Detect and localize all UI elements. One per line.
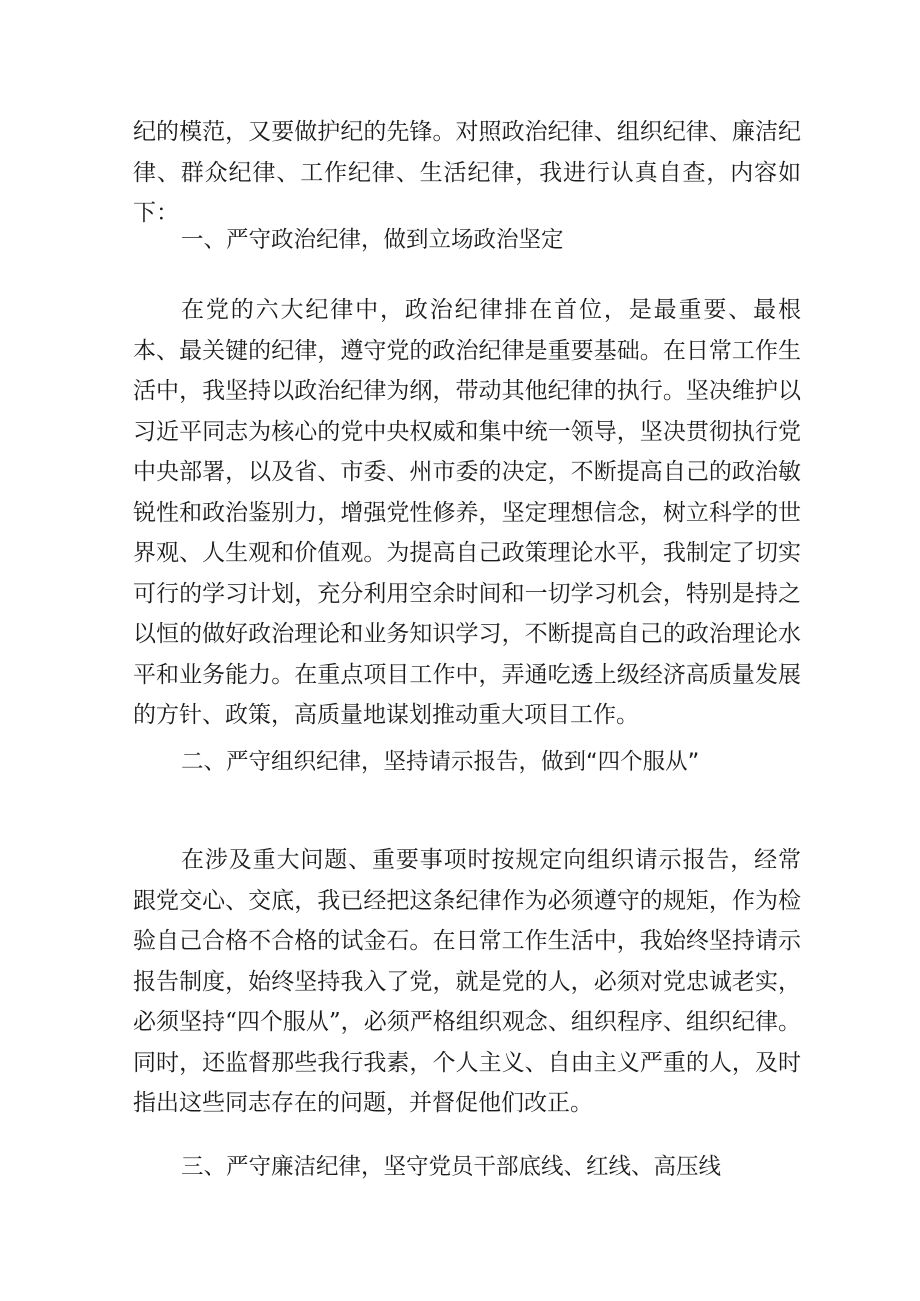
section-1-body-block — [133, 290, 801, 736]
section-heading-2: 二、严守组织纪律，坚持请示报告，做到“四个服从” — [181, 749, 700, 775]
section-2-body-block — [133, 840, 801, 1124]
intro-paragraph: 纪的模范，又要做护纪的先锋。对照政治纪律、组织纪律、廉洁纪律、群众纪律、工作纪律、生活纪律，我进行认真自查，内容如下： — [133, 119, 801, 226]
section-heading-3: 三、严守廉洁纪律，坚守党员干部底线、红线、高压线 — [181, 1154, 722, 1180]
section-2-body: 在涉及重大问题、重要事项时按规定向组织请示报告，经常跟党交心、交底，我已经把这条纪律作为必须遵守的规矩，作为检验自己合格不合格的试金石。在日常工作生活中，我始终坚持请示报告制度，始终坚持我入了党，就是党的人，必须对党忠诚老实，必须坚持“四个服从”，必须严格组织观念、组织程序、组织纪律。同时，还监督那些我行我素，个人主义、自由主义严重的人，及时指出这些同志存在的问题，并督促他们改正。 — [133, 847, 801, 1116]
intro-paragraph-block — [133, 112, 801, 234]
section-heading-1: 一、严守政治纪律，做到立场政治坚定 — [181, 227, 564, 253]
section-1-body: 在党的六大纪律中，政治纪律排在首位，是最重要、最根本、最关键的纪律，遵守党的政治纪律是重要基础。在日常工作生活中，我坚持以政治纪律为纲，带动其他纪律的执行。坚决维护以习近平同志为核心的党中央权威和集中统一领导，坚决贯彻执行党中央部署，以及省、市委、州市委的决定，不断提高自己的政治敏锐性和政治鉴别力，增强党性修养，坚定理想信念，树立科学的世界观、人生观和价值观。为提高自己政策理论水平，我制定了切实可行的学习计划，充分利用空余时间和一切学习机会，特别是持之以恒的做好政治理论和业务知识学习，不断提高自己的政治理论水平和业务能力。在重点项目工作中，弄通吃透上级经济高质量发展的方针、政策，高质量地谋划推动重大项目工作。 — [133, 297, 801, 728]
